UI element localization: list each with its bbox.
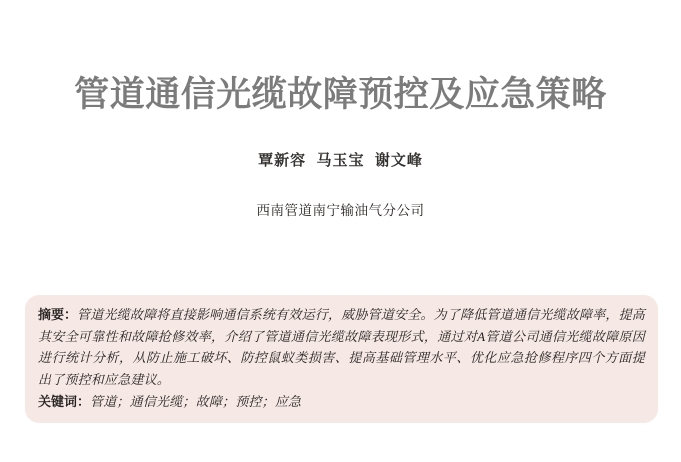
paper-title: 管道通信光缆故障预控及应急策略 xyxy=(74,75,607,114)
abstract-label: 摘要： xyxy=(38,307,78,322)
paper-authors: 覃新容 马玉宝 谢文峰 xyxy=(258,152,423,169)
abstract-paragraph xyxy=(38,304,645,391)
abstract-box xyxy=(25,295,658,423)
paper-affiliation: 西南管道南宁输油气分公司 xyxy=(256,203,425,218)
abstract-text: 管道光缆故障将直接影响通信系统有效运行，威胁管道安全。为了降低管道通信光缆故障率，提高其安全可靠性和故障抢修效率，介绍了管道通信光缆故障表现形式，通过对A管道公司通信光缆故障原因进行统计分析，从防止施工破坏、防控鼠蚁类损害、提高基础管理水平、优化应急抢修程序四个方面提出了预控和应急建议。 xyxy=(38,307,645,388)
keywords-text: 管道；通信光缆；故障；预控；应急 xyxy=(90,393,302,409)
keywords-label: 关键词： xyxy=(38,393,91,409)
keywords-paragraph xyxy=(38,391,645,413)
